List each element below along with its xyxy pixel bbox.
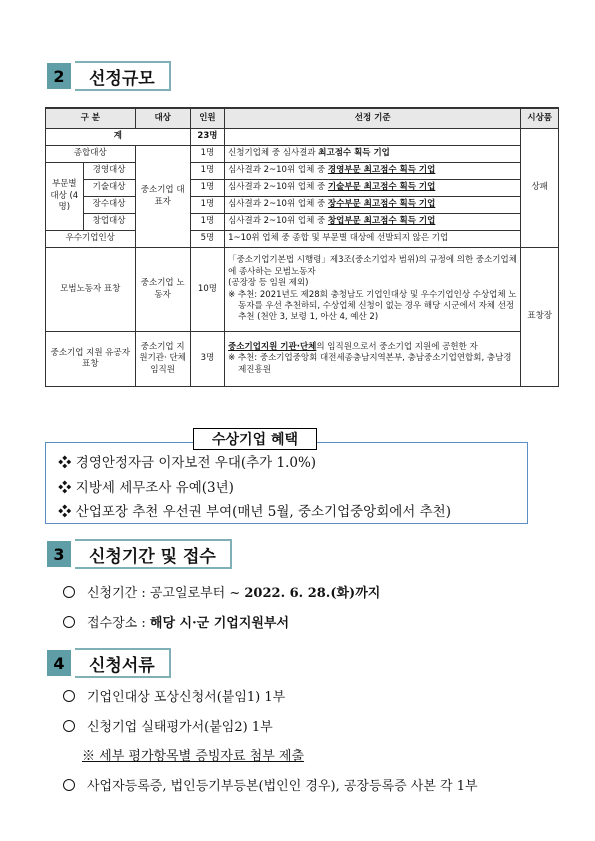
row-criteria: 심사결과 2~10위 업체 중 장수부문 최고점수 획득 기업: [225, 197, 521, 214]
period-line: 신청기간 : 공고일로부터 ~ 2022. 6. 28.(화)까지: [63, 582, 380, 601]
row-label: 경영대상: [83, 163, 135, 180]
row-target: 중소기업 노동자: [135, 248, 190, 332]
header-criteria: 선정 기준: [225, 108, 521, 129]
row-criteria: 심사결과 2~10위 업체 중 경영부문 최고점수 획득 기업: [225, 163, 521, 180]
section-2-header: [47, 61, 171, 91]
row-label: 장수대상: [83, 197, 135, 214]
header-count: 인원: [190, 108, 224, 129]
section-title: 선정규모: [75, 61, 171, 91]
row-label: 창업대상: [83, 214, 135, 231]
benefit-item: ❖ 경영안정자금 이자보전 우대(추가 1.0%): [58, 455, 317, 471]
row-label: 중소기업 지원 유공자 표창: [46, 332, 136, 387]
row-criteria: 심사결과 2~10위 업체 중 창업부문 최고점수 획득 기업: [225, 214, 521, 231]
group-label: 부문별 대상 (4명): [46, 163, 84, 231]
section-number: 4: [47, 650, 71, 676]
row-count: 1명: [190, 163, 224, 180]
row-count: 3명: [190, 332, 224, 387]
section-title: 신청서류: [75, 648, 171, 678]
row-label: 우수기업인상: [46, 231, 136, 248]
header-category: 구 분: [46, 108, 136, 129]
row-criteria: 1~10위 업체 중 종합 및 부문별 대상에 선발되지 않은 기업: [225, 231, 521, 248]
total-count: 23명: [190, 129, 224, 146]
header-target: 대상: [135, 108, 190, 129]
row-target: 중소기업 지원기관· 단체 임직원: [135, 332, 190, 387]
doc-item: 신청기업 실태평가서(붙임2) 1부: [63, 716, 273, 735]
row-criteria: 「중소기업기본법 시행령」제3조(중소기업자 범위)의 규정에 의한 중소기업체에 종사하는 모범노동자 (공장장 등 임원 제외) ※ 추천: 2021년도 제28회 충청남도 기업인대상 및 우수기업인상 수상업체 노동자를 우선 추천하되, 수상업체 신청이 없는 경우 해당 시군에서 자체 선정 추천 (천안 3, 보령 1, 아산 4, 예산 2): [225, 248, 521, 332]
row-count: 1명: [190, 146, 224, 163]
selection-table: [45, 107, 559, 387]
circle-bullet-icon: [63, 690, 75, 702]
row-count: 1명: [190, 197, 224, 214]
prize-plaque: 상패: [521, 129, 559, 248]
section-title: 신청기간 및 접수: [75, 539, 232, 569]
section-4-header: [47, 648, 171, 678]
total-label: 계: [46, 129, 191, 146]
row-criteria: 심사결과 2~10위 업체 중 기술부문 최고점수 획득 기업: [225, 180, 521, 197]
circle-bullet-icon: [63, 586, 75, 598]
row-label: 모범노동자 표창: [46, 248, 136, 332]
doc-item: 사업자등록증, 법인등기부등본(법인인 경우), 공장등록증 사본 각 1부: [63, 775, 478, 794]
row-criteria: 중소기업지원 기관·단체의 임직원으로서 중소기업 지원에 공헌한 자 ※ 추천: 중소기업중앙회 대전세종충남지역본부, 충남중소기업연합회, 충남경제진흥원: [225, 332, 521, 387]
section-number: 2: [47, 63, 71, 89]
row-label: 기술대상: [83, 180, 135, 197]
benefit-title: 수상기업 혜택: [193, 428, 317, 450]
row-target: 중소기업 대표자: [135, 146, 190, 248]
row-count: 5명: [190, 231, 224, 248]
doc-item: 기업인대상 포상신청서(붙임1) 1부: [63, 686, 285, 705]
circle-bullet-icon: [63, 779, 75, 791]
row-count: 10명: [190, 248, 224, 332]
benefit-item: ❖ 지방세 세무조사 유예(3년): [58, 480, 234, 496]
row-count: 1명: [190, 180, 224, 197]
row-label: 종합대상: [46, 146, 136, 163]
place-line: 접수장소 : 해당 시·군 기업지원부서: [63, 612, 289, 631]
section-3-header: [47, 539, 232, 569]
doc-note: ※ 세부 평가항목별 증빙자료 첨부 제출: [82, 749, 305, 764]
header-prize: 시상품: [521, 108, 559, 129]
row-count: 1명: [190, 214, 224, 231]
benefit-item: ❖ 산업포장 추천 우선권 부여(매년 5월, 중소기업중앙회에서 추천): [58, 504, 451, 520]
circle-bullet-icon: [63, 720, 75, 732]
circle-bullet-icon: [63, 616, 75, 628]
section-number: 3: [47, 541, 71, 567]
prize-certificate: 표창장: [521, 248, 559, 387]
row-criteria: 신청기업체 중 심사결과 최고점수 획득 기업: [225, 146, 521, 163]
